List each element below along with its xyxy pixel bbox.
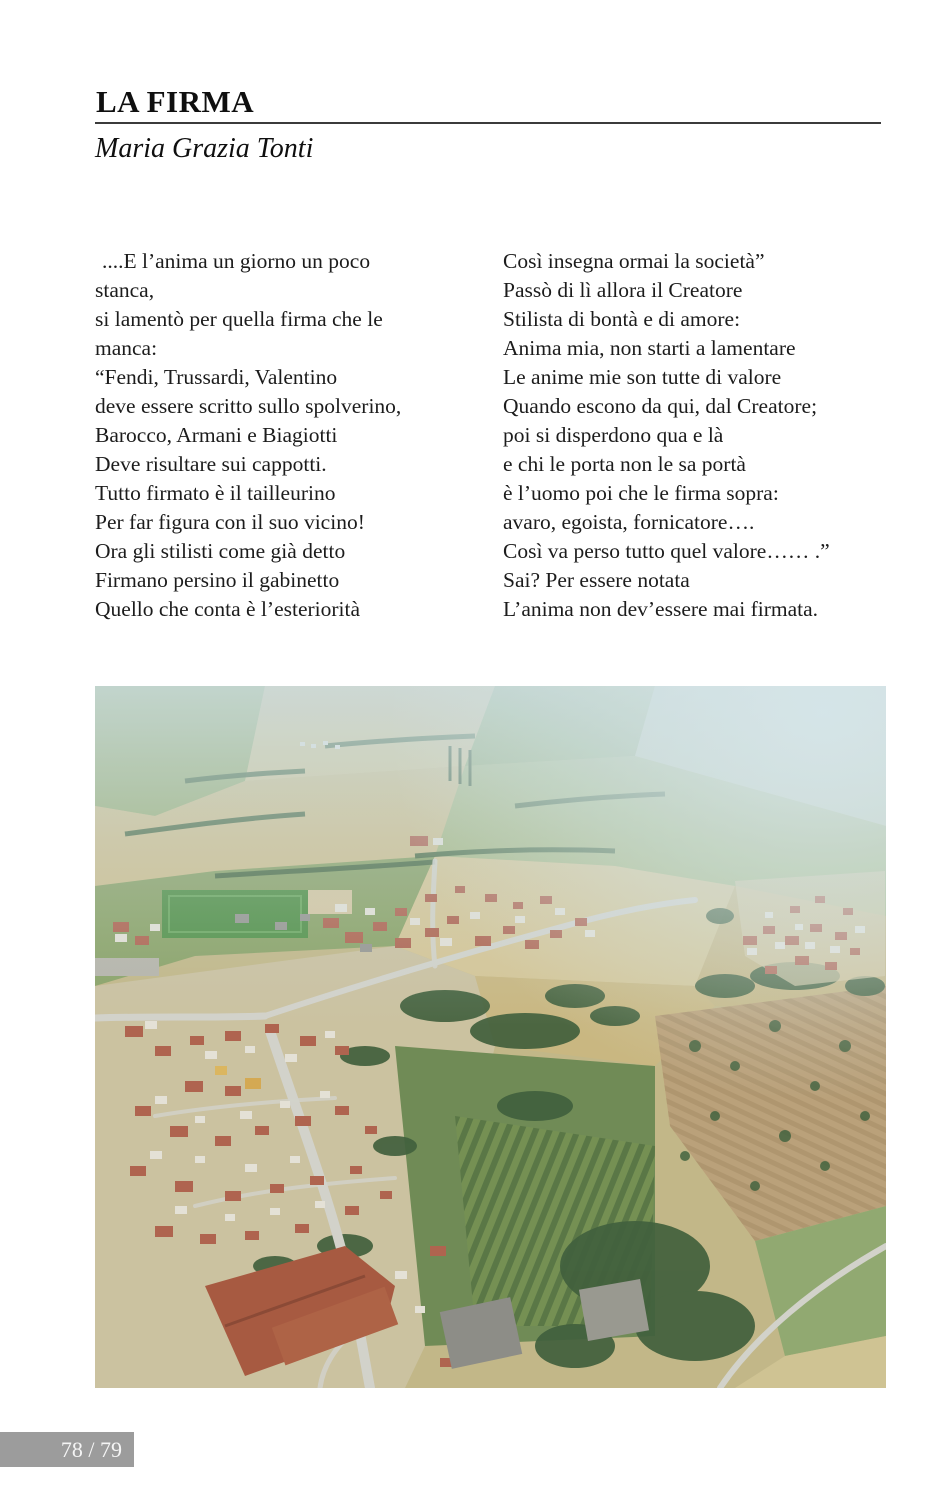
page-number-badge xyxy=(0,1432,134,1467)
poem-line: Ora gli stilisti come già detto xyxy=(95,539,346,563)
poem-line: Così insegna ormai la società” xyxy=(503,249,765,273)
poem-column-left xyxy=(95,247,503,624)
poem-line: Tutto firmato è il tailleurino xyxy=(95,481,336,505)
poem-line: poi si disperdono qua e là xyxy=(503,423,724,447)
poem-line: Firmano persino il gabinetto xyxy=(95,568,340,592)
poem-line: è l’uomo poi che le firma sopra: xyxy=(503,481,779,505)
poem-line: deve essere scritto sullo spolverino, xyxy=(95,394,402,418)
page-title: LA FIRMA xyxy=(96,84,255,119)
poem-line: e chi le porta non le sa portà xyxy=(503,452,746,476)
author-name: Maria Grazia Tonti xyxy=(95,133,314,164)
poem-line: Stilista di bontà e di amore: xyxy=(503,307,741,331)
poem-line: Così va perso tutto quel valore…… .” xyxy=(503,539,830,563)
poem-line: “Fendi, Trussardi, Valentino xyxy=(95,365,338,389)
page-number-label: 78 / 79 xyxy=(60,1437,122,1462)
poem-column-right xyxy=(503,247,887,624)
poem-line: Deve risultare sui cappotti. xyxy=(95,452,327,476)
poem-line: Barocco, Armani e Biagiotti xyxy=(95,423,338,447)
poem-line: Per far figura con il suo vicino! xyxy=(95,510,365,534)
poem-line: si lamentò per quella firma che le xyxy=(95,307,383,331)
poem-line: Quello che conta è l’esteriorità xyxy=(95,597,361,621)
poem-line: Anima mia, non starti a lamentare xyxy=(503,336,796,360)
poem-line: stanca, xyxy=(95,278,155,302)
cool-cast-overlay xyxy=(95,686,886,1388)
poem-line: avaro, egoista, fornicatore…. xyxy=(503,510,755,534)
poem-line: Passò di lì allora il Creatore xyxy=(503,278,743,302)
poem-line: Sai? Per essere notata xyxy=(503,568,690,592)
poem-line: Quando escono da qui, dal Creatore; xyxy=(503,394,818,418)
title-rule xyxy=(95,122,881,124)
poem-line: ....E l’anima un giorno un poco xyxy=(102,249,371,273)
poem xyxy=(95,247,887,624)
poem-line: manca: xyxy=(95,336,158,360)
photo-svg xyxy=(95,686,886,1388)
aerial-photo xyxy=(95,686,886,1388)
poem-line: L’anima non dev’essere mai firmata. xyxy=(503,597,819,621)
poem-line: Le anime mie son tutte di valore xyxy=(503,365,782,389)
